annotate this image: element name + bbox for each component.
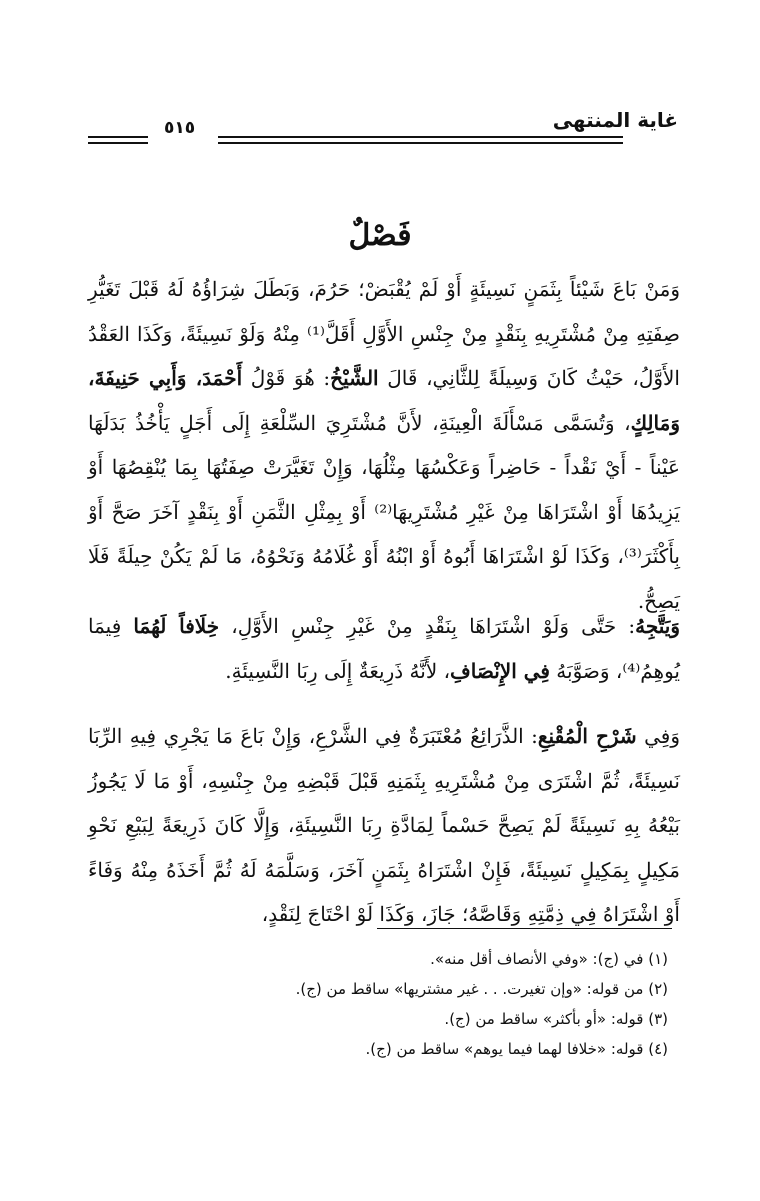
- bold-term: شَرْحِ الْمُقْنِعِ: [537, 724, 637, 748]
- bold-term: خِلَافاً لَهُمَا: [133, 614, 220, 638]
- text-run: وَمَنْ بَاعَ شَيْئاً بِثَمَنٍ نَسِيئَةٍ أَوْ لَمْ يُقْبَضْ؛ حَرُمَ، وَبَطَلَ شِرَاؤُهُ لَهُ قَبْلَ تَغَيُّرِ صِفَتِهِ مِنْ مُشْتَرِيهِ بِنَقْدٍ مِنْ جِنْسِ الأَوَّلِ أَقَلَّ⁽¹⁾ مِنْهُ وَلَوْ نَسِيئَةً، وَكَذَا العَقْدُ الأَوَّلُ، حَيْثُ كَانَ وَسِيلَةً لِلثَّانِي، قَالَ: [88, 277, 681, 390]
- text-run: وَفِي: [636, 724, 680, 748]
- paragraph-1: [88, 267, 680, 623]
- page-number: ٥١٥: [156, 118, 203, 138]
- footnote-3: (٣) قوله: «أو بأكثر» ساقط من (ج).: [444, 1010, 668, 1028]
- footnote-1: (١) في (ج): «وفي الأنصاف أقل منه».: [430, 950, 668, 968]
- paragraph-2: [88, 604, 680, 693]
- footnote-2: (٢) من قوله: «وإن تغيرت. . . غير مشتريها» ساقط من (ج).: [295, 980, 668, 998]
- header-rule: [88, 142, 148, 144]
- header-rule: [218, 136, 623, 138]
- page-header: [88, 108, 678, 148]
- text-run: : حَتَّى وَلَوْ اشْتَرَاهَا بِنَقْدٍ مِنْ غَيْرِ جِنْسِ الأَوَّلِ،: [219, 614, 636, 638]
- header-rule: [218, 142, 623, 144]
- text-run: ، وَتُسَمَّى مَسْأَلَةَ الْعِينَةِ، لأَنَّ مُشْتَرِيَ السِّلْعَةِ إِلَى أَجَلٍ يَأْخُذُ بَدَلَهَا عَيْناً - أَيْ نَقْداً - حَاضِراً وَعَكْسُهَا مِثْلُهَا، وَإِنْ تَغَيَّرَتْ صِفَتُهَا بِمَا يُنْقِصُهَا أَوْ يَزِيدُهَا أَوْ اشْتَرَاهَا مِنْ غَيْرِ مُشْتَرِيهَا⁽²⁾ أَوْ بِمِثْلِ الثَّمَنِ أَوْ بِنَقْدٍ آخَرَ صَحَّ أَوْ بِأَكْثَرَ⁽³⁾، وَكَذَا لَوْ اشْتَرَاهَا أَبُوهُ أَوْ ابْنُهُ أَوْ غُلَامُهُ وَنَحْوُهُ، مَا لَمْ يَكُنْ حِيلَةً فَلَا يَصِحُّ.: [88, 410, 680, 613]
- bold-term: وَيَتَّجِهُ: [635, 614, 680, 638]
- bold-term: أَحْمَدَ، وَأَبِي حَنِيفَةَ، وَمَالِكٍ: [88, 366, 680, 435]
- running-title: غاية المنتهى: [552, 108, 678, 132]
- bold-term: فِي الإِنْصَافِ: [450, 658, 550, 683]
- footnote-separator: [377, 928, 672, 929]
- text-run: ، لأَنَّهُ ذَرِيعَةٌ إِلَى رِبَا النَّسِيئَةِ.: [225, 658, 451, 683]
- footnote-4: (٤) قوله: «خلافا لهما فيما يوهم» ساقط من (ج).: [365, 1040, 668, 1058]
- footnotes: [88, 944, 668, 1064]
- paragraph-3: [88, 714, 680, 937]
- section-heading: فَصْلٌ: [348, 218, 412, 253]
- text-run: فِيمَا يُوهِمُ⁽⁴⁾، وَصَوَّبَهُ: [88, 614, 680, 683]
- text-run: : الذَّرَائِعُ مُعْتَبَرَةٌ فِي الشَّرْعِ، وَإِنْ بَاعَ مَا يَجْرِي فِيهِ الرِّبَا نَسِيئَةً، ثُمَّ اشْتَرَى مِنْ مُشْتَرِيهِ بِثَمَنِهِ قَبْلَ قَبْضِهِ مِنْ جِنْسِهِ، أَوْ مَا لَا يَجُوزُ بَيْعُهُ بِهِ نَسِيئَةً لَمْ يَصِحَّ حَسْماً لِمَادَّةِ رِبَا النَّسِيئَةِ، وَإِلَّا كَانَ ذَرِيعَةً لِبَيْعِ نَحْوِ مَكِيلٍ بِمَكِيلٍ نَسِيئَةً، فَإِنْ اشْتَرَاهُ بِثَمَنٍ آخَرَ، وَسَلَّمَهُ لَهُ ثُمَّ أَخَذَهُ مِنْهُ وَفَاءً أَوْ اشْتَرَاهُ فِي ذِمَّتِهِ وَقَاصَّهُ؛ جَازَ، وَكَذَا لَوْ احْتَاجَ لِنَقْدٍ،: [88, 724, 680, 926]
- header-rule: [88, 136, 148, 138]
- bold-term: الشَّيْخُ: [330, 366, 379, 390]
- text-run: : هُوَ قَوْلُ: [242, 366, 331, 390]
